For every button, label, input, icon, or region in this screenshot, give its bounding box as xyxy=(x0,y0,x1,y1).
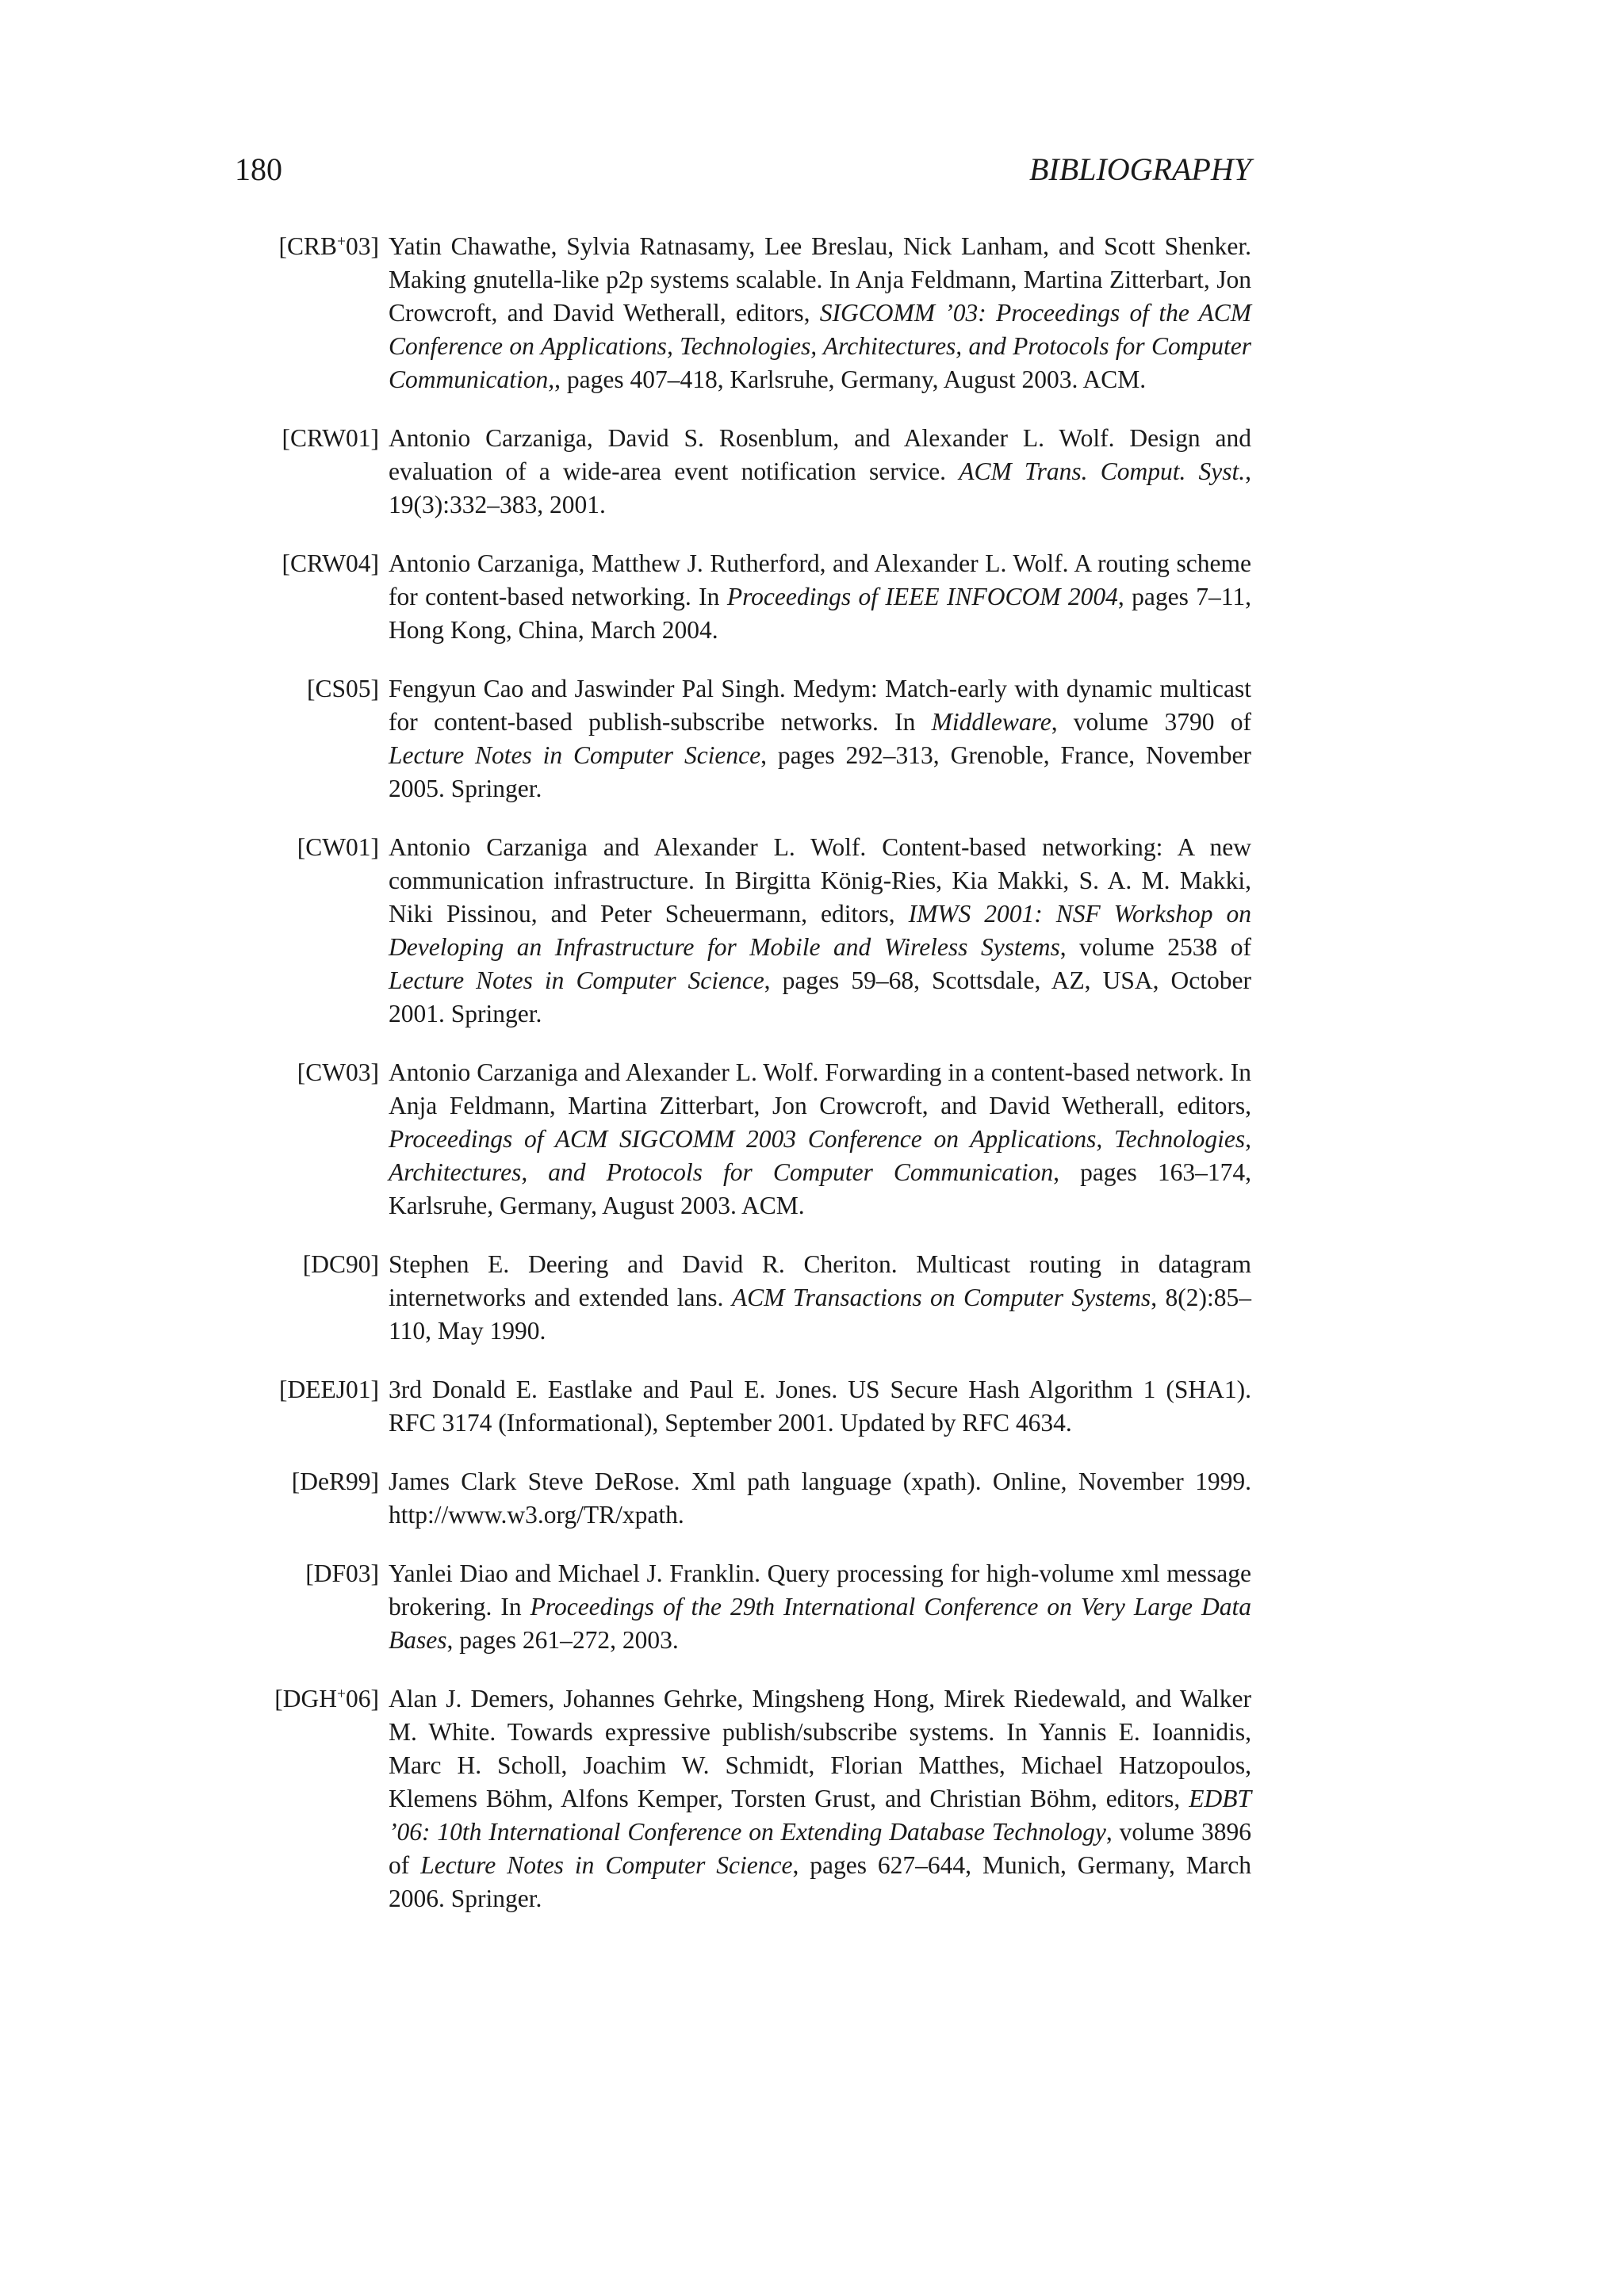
bib-text-run: , pages 163–174, Karlsruhe, Germany, August 2003. ACM. xyxy=(389,1158,1251,1219)
bib-text xyxy=(389,1373,1251,1440)
bib-text-run: Antonio Carzaniga and Alexander L. Wolf. Content-based networking: A new communication infrastructure. In Birgitta König-Ries, Kia Makki, S. A. M. Makki, Niki Pissinou, and Peter Scheuermann, editors, xyxy=(389,833,1251,928)
page-header xyxy=(235,146,1251,193)
bib-key-main: CS05 xyxy=(315,675,371,702)
bibliography-list xyxy=(235,230,1251,1941)
bib-text xyxy=(389,1248,1251,1348)
page-number: 180 xyxy=(235,151,282,187)
bib-text-run: 3rd Donald E. Eastlake and Paul E. Jones. US Secure Hash Algorithm 1 (SHA1). RFC 3174 (Informational), September 2001. Updated by RFC 4634. xyxy=(389,1376,1251,1437)
bib-key-main: DC90 xyxy=(311,1250,371,1278)
bib-venue-italic: Lecture Notes in Computer Science xyxy=(389,741,761,769)
bib-key: [DEEJ01] xyxy=(279,1376,379,1403)
bib-text-run: , pages 59–68, Scottsdale, AZ, USA, October 2001. Springer. xyxy=(389,966,1251,1027)
bib-text-run: Antonio Carzaniga, Matthew J. Rutherford, and Alexander L. Wolf. A routing scheme for content-based networking. In xyxy=(389,549,1251,610)
bib-text-run: Yanlei Diao and Michael J. Franklin. Query processing for high-volume xml message brokering. In xyxy=(389,1559,1251,1621)
bib-venue-italic: Proceedings of IEEE INFOCOM 2004 xyxy=(726,583,1118,610)
bib-key: [CRB+03] xyxy=(278,232,379,260)
bib-venue-italic: ACM Transactions on Computer Systems xyxy=(731,1284,1151,1311)
bib-entry xyxy=(235,1682,1251,1915)
bib-key: [CW01] xyxy=(297,833,379,861)
bib-key-year: 06 xyxy=(346,1685,371,1712)
bib-venue-italic: Lecture Notes in Computer Science xyxy=(420,1851,793,1879)
bib-key-main: CW01 xyxy=(305,833,371,861)
bib-text xyxy=(389,672,1251,806)
bib-venue-italic: ACM Trans. Comput. Syst. xyxy=(959,457,1246,485)
bib-text-run: , volume 2538 of xyxy=(1059,933,1251,961)
bib-key: [DeR99] xyxy=(291,1468,379,1495)
bib-text xyxy=(389,1056,1251,1223)
bib-key-year: 03 xyxy=(346,232,371,260)
bib-key-superscript: + xyxy=(336,1686,346,1703)
bib-key: [CW03] xyxy=(297,1058,379,1086)
bib-key: [DGH+06] xyxy=(274,1685,379,1712)
bib-text-run: , volume 3790 of xyxy=(1051,708,1251,736)
bib-venue-italic: Lecture Notes in Computer Science xyxy=(389,966,764,994)
bib-entry xyxy=(235,1557,1251,1657)
bib-key: [DF03] xyxy=(305,1559,379,1587)
bib-text-run: , pages 407–418, Karlsruhe, Germany, August 2003. ACM. xyxy=(554,365,1147,393)
bib-text-run: Antonio Carzaniga, David S. Rosenblum, and Alexander L. Wolf. Design and evaluation of a wide-area event notification service. xyxy=(389,424,1251,485)
bib-key-main: DEEJ01 xyxy=(287,1376,371,1403)
bib-text-run: , volume 3896 of xyxy=(389,1818,1251,1879)
bib-text-run: Antonio Carzaniga and Alexander L. Wolf. Forwarding in a content-based network. In Anja Feldmann, Martina Zitterbart, Jon Crowcroft, and David Wetherall, editors, xyxy=(389,1058,1251,1119)
bib-text-run: Yatin Chawathe, Sylvia Ratnasamy, Lee Breslau, Nick Lanham, and Scott Shenker. Making gnutella-like p2p systems scalable. In Anja Feldmann, Martina Zitterbart, Jon Crowcroft, and David Wetherall, editors, xyxy=(389,232,1251,327)
bib-text-run: Alan J. Demers, Johannes Gehrke, Mingsheng Hong, Mirek Riedewald, and Walker M. White. Towards expressive publish/subscribe systems. In Yannis E. Ioannidis, Marc H. Scholl, Joachim W. Schmidt, Florian Matthes, Michael Hatzopoulos, Klemens Böhm, Alfons Kemper, Torsten Grust, and Christian Böhm, editors, xyxy=(389,1685,1251,1812)
bib-text xyxy=(389,230,1251,396)
bib-entry xyxy=(235,1373,1251,1440)
bib-key-main: DGH xyxy=(282,1685,337,1712)
bib-key-main: CRB xyxy=(286,232,337,260)
bib-key: [CS05] xyxy=(306,675,379,702)
bib-text-run: , pages 627–644, Munich, Germany, March 2006. Springer. xyxy=(389,1851,1251,1912)
bib-entry xyxy=(235,1248,1251,1348)
bib-text xyxy=(389,1557,1251,1657)
bib-key: [CRW01] xyxy=(282,424,379,452)
bib-key: [DC90] xyxy=(302,1250,379,1278)
running-head: BIBLIOGRAPHY xyxy=(1029,151,1251,187)
bib-text-run: Fengyun Cao and Jaswinder Pal Singh. Medym: Match-early with dynamic multicast for content-based publish-subscribe networks. In xyxy=(389,675,1251,736)
bib-entry xyxy=(235,422,1251,522)
bib-key: [CRW04] xyxy=(282,549,379,577)
bib-entry xyxy=(235,1465,1251,1532)
bib-key-main: CRW04 xyxy=(289,549,371,577)
bib-entry xyxy=(235,672,1251,806)
bib-venue-italic: IMWS 2001: NSF Workshop on Developing an Infrastructure for Mobile and Wireless Systems xyxy=(389,900,1251,961)
bib-entry xyxy=(235,831,1251,1031)
bib-text xyxy=(389,422,1251,522)
bib-key-main: DeR99 xyxy=(300,1468,371,1495)
bib-entry xyxy=(235,230,1251,396)
bib-text-run: , pages 261–272, 2003. xyxy=(446,1626,679,1654)
bib-venue-italic: Proceedings of ACM SIGCOMM 2003 Conference on Applications, Technologies, Architectures, and Protocols for Computer Communication xyxy=(389,1125,1251,1186)
bib-key-main: CRW01 xyxy=(289,424,371,452)
bib-text xyxy=(389,831,1251,1031)
bib-text-run: , pages 292–313, Grenoble, France, November 2005. Springer. xyxy=(389,741,1252,802)
bib-venue-italic: Proceedings of the 29th International Conference on Very Large Data Bases xyxy=(389,1593,1251,1654)
bib-key-main: CW03 xyxy=(305,1058,371,1086)
bib-entry xyxy=(235,1056,1251,1223)
bib-venue-italic: SIGCOMM ’03: Proceedings of the ACM Conference on Applications, Technologies, Architectures, and Protocols for Computer Communication, xyxy=(389,299,1251,393)
bib-venue-italic: EDBT ’06: 10th International Conference on Extending Database Technology xyxy=(389,1785,1251,1846)
bib-key-superscript: + xyxy=(336,233,346,251)
bib-text-run: , 19(3):332–383, 2001. xyxy=(389,457,1251,519)
bib-venue-italic: Middleware xyxy=(931,708,1051,736)
bib-text xyxy=(389,547,1251,647)
bib-key-main: DF03 xyxy=(313,1559,371,1587)
bib-entry xyxy=(235,547,1251,647)
bib-text xyxy=(389,1682,1251,1915)
bib-text-run: James Clark Steve DeRose. Xml path language (xpath). Online, November 1999. http://www.w3.org/TR/xpath. xyxy=(389,1468,1251,1529)
bib-text-run: Stephen E. Deering and David R. Cheriton. Multicast routing in datagram internetworks and extended lans. xyxy=(389,1250,1251,1311)
bib-text-run: , pages 7–11, Hong Kong, China, March 2004. xyxy=(389,583,1251,644)
bib-text xyxy=(389,1465,1251,1532)
bib-text-run: , 8(2):85–110, May 1990. xyxy=(389,1284,1252,1345)
